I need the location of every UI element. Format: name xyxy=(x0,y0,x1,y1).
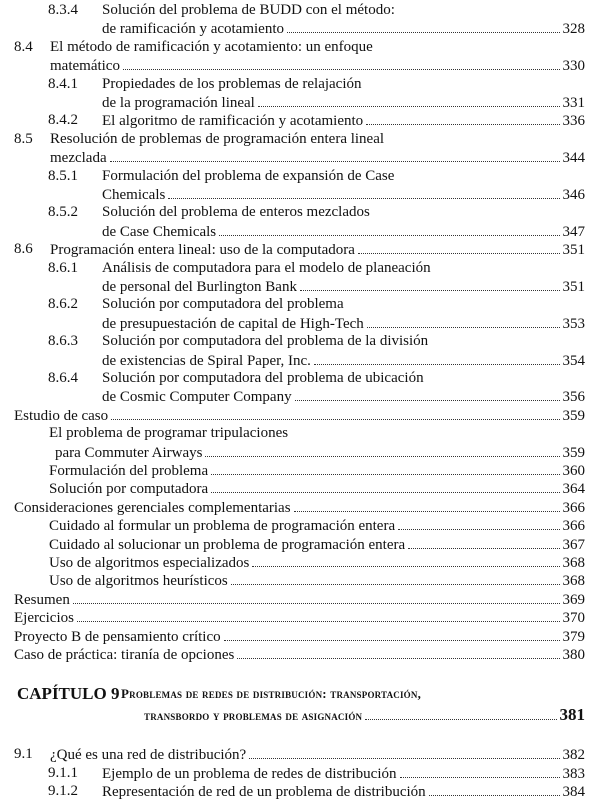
page-number: 368 xyxy=(562,555,585,571)
entry-leader-line xyxy=(102,387,585,406)
dot-leader xyxy=(358,240,560,254)
entry-title: ¿Qué es una red de distribución? xyxy=(50,747,247,764)
entry-title: Análisis de computadora para el modelo de planeación xyxy=(102,259,431,276)
entry-number: 8.6.4 xyxy=(48,370,78,386)
entry-number: 9.1.2 xyxy=(48,783,78,800)
dot-leader xyxy=(211,461,559,475)
toc-entry xyxy=(0,498,600,516)
page-number: 369 xyxy=(562,591,585,608)
entry-title: de ramificación y acotamiento xyxy=(102,21,284,38)
entry-leader-line xyxy=(102,111,585,130)
page-number: 366 xyxy=(562,499,585,516)
entry-leader-line xyxy=(50,240,585,259)
toc-entry xyxy=(0,424,600,461)
toc-entry xyxy=(0,553,600,571)
page-number: 370 xyxy=(562,610,585,627)
page-number: 336 xyxy=(562,113,585,130)
entry-title: de presupuestación de capital de High-Tech xyxy=(102,315,364,332)
toc-entry xyxy=(0,130,600,167)
entry-number: 8.3.4 xyxy=(48,2,78,18)
toc-entry xyxy=(0,259,600,296)
toc-entry xyxy=(0,571,600,589)
page-number: 344 xyxy=(562,150,585,167)
entry-leader-line xyxy=(14,406,585,425)
entry-title: Consideraciones gerenciales complementarias xyxy=(14,499,291,516)
dot-leader xyxy=(287,19,560,33)
dot-leader xyxy=(110,148,560,162)
dot-leader xyxy=(123,56,560,70)
entry-title: de Cosmic Computer Company xyxy=(102,389,292,406)
page-number: 328 xyxy=(562,21,585,38)
dot-leader xyxy=(168,185,559,199)
toc-entry xyxy=(0,745,600,763)
page-number: 380 xyxy=(562,647,585,663)
entry-leader-line xyxy=(14,645,585,664)
entry-leader-line xyxy=(50,745,585,764)
chapter-page-number: 381 xyxy=(559,705,585,725)
dot-leader xyxy=(237,645,559,659)
dot-leader xyxy=(300,277,560,291)
entry-title: Programación entera lineal: uso de la computadora xyxy=(50,242,355,259)
page-number: 364 xyxy=(562,481,585,498)
entry-title: matemático xyxy=(50,58,120,75)
entry-leader-line xyxy=(14,590,585,609)
toc-entry xyxy=(0,479,600,497)
page-number: 383 xyxy=(562,765,585,782)
dot-leader xyxy=(429,782,560,796)
entry-title: de Case Chemicals xyxy=(102,223,217,240)
entry-title: Cuidado al solucionar un problema de programación entera xyxy=(49,536,406,553)
toc-entry xyxy=(0,764,600,782)
dot-leader xyxy=(224,627,560,641)
entry-number: 8.5 xyxy=(14,130,33,147)
dot-leader xyxy=(258,93,560,107)
entry-leader-line xyxy=(14,608,585,627)
dot-leader xyxy=(231,571,560,585)
page-number: 360 xyxy=(562,463,585,479)
dot-leader xyxy=(252,553,559,567)
entry-leader-line xyxy=(55,443,585,462)
entry-number: 8.5.2 xyxy=(48,204,78,221)
toc-entry xyxy=(0,535,600,553)
entry-title: Solución del problema de BUDD con el método: xyxy=(102,2,395,18)
entry-title: Solución por computadora xyxy=(49,481,209,498)
entry-number: 8.6 xyxy=(14,241,33,258)
entry-title: Propiedades de los problemas de relajación xyxy=(102,75,362,92)
entry-leader-line xyxy=(50,148,585,167)
entry-leader-line xyxy=(102,93,585,112)
toc-entry xyxy=(0,627,600,645)
entry-leader-line xyxy=(50,56,585,75)
chapter-title: transbordo y problemas de asignación xyxy=(144,708,363,724)
toc-entry xyxy=(0,645,600,663)
entry-title: de personal del Burlington Bank xyxy=(102,278,297,295)
dot-leader xyxy=(365,706,556,720)
entry-title: Formulación del problema xyxy=(49,463,209,479)
page-number: 359 xyxy=(562,444,585,461)
entry-leader-line xyxy=(49,479,585,498)
entry-leader-line xyxy=(102,351,585,370)
dot-leader xyxy=(366,111,559,125)
entry-title: Ejercicios xyxy=(14,610,74,627)
entry-leader-line xyxy=(49,516,585,535)
entry-title: Solución del problema de enteros mezclados xyxy=(102,204,370,221)
entry-title: El método de ramificación y acotamiento: un enfoque xyxy=(50,38,373,55)
chapter-title: Problemas de redes de distribución: transportación, xyxy=(121,686,422,702)
entry-leader-line xyxy=(102,185,585,204)
entry-leader-line xyxy=(49,535,585,554)
entry-title: El problema de programar tripulaciones xyxy=(49,425,289,442)
entry-title: Proyecto B de pensamiento crítico xyxy=(14,628,221,645)
entry-title: de la programación lineal xyxy=(102,94,255,111)
page-number: 354 xyxy=(562,352,585,369)
entry-title: para Commuter Airways xyxy=(55,444,203,461)
chapter-leader-line xyxy=(144,705,585,725)
entry-title: Solución por computadora del problema xyxy=(102,296,344,313)
entry-title: Representación de red de un problema de distribución xyxy=(102,784,426,801)
entry-number: 8.6.2 xyxy=(48,296,78,313)
entry-leader-line xyxy=(14,627,585,646)
entry-leader-line xyxy=(49,553,585,572)
entry-leader-line xyxy=(102,19,585,38)
toc-entry xyxy=(0,240,600,258)
entry-leader-line xyxy=(49,461,585,480)
toc-entry xyxy=(0,369,600,406)
page-number: 368 xyxy=(562,573,585,590)
entry-leader-line xyxy=(14,498,585,517)
toc-entry xyxy=(0,167,600,204)
entry-number: 8.4 xyxy=(14,38,33,55)
entry-leader-line xyxy=(102,314,585,333)
entry-title: Resumen xyxy=(14,591,70,608)
dot-leader xyxy=(400,764,560,778)
toc-entry xyxy=(0,782,600,800)
entry-title: Uso de algoritmos especializados xyxy=(49,555,250,571)
entry-number: 9.1.1 xyxy=(48,764,78,781)
dot-leader xyxy=(219,222,559,236)
chapter-heading xyxy=(0,684,600,728)
toc-entry xyxy=(0,608,600,626)
toc-entry xyxy=(0,75,600,112)
page-number: 356 xyxy=(562,389,585,406)
entry-title: Chemicals xyxy=(102,186,166,203)
entry-leader-line xyxy=(102,277,585,296)
page-number: 330 xyxy=(562,58,585,75)
dot-leader xyxy=(408,535,559,549)
dot-leader xyxy=(211,479,559,493)
entry-number: 9.1 xyxy=(14,746,33,763)
entry-title: Solución por computadora del problema de la división xyxy=(102,333,429,350)
toc-entry xyxy=(0,295,600,332)
dot-leader xyxy=(111,406,559,420)
dot-leader xyxy=(205,443,559,457)
page-number: 353 xyxy=(562,315,585,332)
page-number: 366 xyxy=(562,518,585,535)
chapter-label: CAPÍTULO 9 xyxy=(17,684,120,704)
entry-title: Ejemplo de un problema de redes de distribución xyxy=(102,765,397,782)
entry-title: de existencias de Spiral Paper, Inc. xyxy=(102,352,311,369)
entry-leader-line xyxy=(102,782,585,801)
entry-number: 8.4.2 xyxy=(48,112,78,129)
toc-entry xyxy=(0,1,600,38)
entry-title: Resolución de problemas de programación entera lineal xyxy=(50,130,385,147)
entry-number: 8.5.1 xyxy=(48,167,78,184)
toc-entry xyxy=(0,203,600,240)
dot-leader xyxy=(398,516,559,530)
entry-title: Solución por computadora del problema de ubicación xyxy=(102,370,424,386)
page-number: 351 xyxy=(562,242,585,259)
toc-entry xyxy=(0,38,600,75)
page-number: 331 xyxy=(562,94,585,111)
entry-leader-line xyxy=(102,764,585,783)
page-number: 367 xyxy=(562,536,585,553)
entry-title: Estudio de caso xyxy=(14,407,109,424)
page-number: 384 xyxy=(562,784,585,801)
entry-title: Caso de práctica: tiranía de opciones xyxy=(14,647,235,663)
entry-title: Cuidado al formular un problema de programación entera xyxy=(49,518,396,535)
entry-leader-line xyxy=(49,571,585,590)
entry-leader-line xyxy=(102,222,585,241)
page-number: 347 xyxy=(562,223,585,240)
page-number: 379 xyxy=(562,628,585,645)
dot-leader xyxy=(314,351,560,365)
toc-entry xyxy=(0,461,600,479)
dot-leader xyxy=(295,387,560,401)
page-number: 359 xyxy=(562,407,585,424)
entry-number: 8.6.3 xyxy=(48,333,78,350)
toc-entry xyxy=(0,516,600,534)
toc-entry xyxy=(0,590,600,608)
dot-leader xyxy=(249,745,559,759)
page-number: 346 xyxy=(562,186,585,203)
entry-title: Formulación del problema de expansión de Case xyxy=(102,167,395,184)
toc-entry xyxy=(0,406,600,424)
toc-entry xyxy=(0,332,600,369)
entry-number: 8.6.1 xyxy=(48,259,78,276)
dot-leader xyxy=(77,608,560,622)
page-number: 351 xyxy=(562,278,585,295)
page-number: 382 xyxy=(562,747,585,764)
toc-entry xyxy=(0,111,600,129)
entry-title: Uso de algoritmos heurísticos xyxy=(49,573,228,590)
dot-leader xyxy=(367,314,560,328)
dot-leader xyxy=(73,590,560,604)
entry-title: mezclada xyxy=(50,150,107,167)
entry-number: 8.4.1 xyxy=(48,75,78,92)
entry-title: El algoritmo de ramificación y acotamiento xyxy=(102,113,364,130)
dot-leader xyxy=(294,498,560,512)
